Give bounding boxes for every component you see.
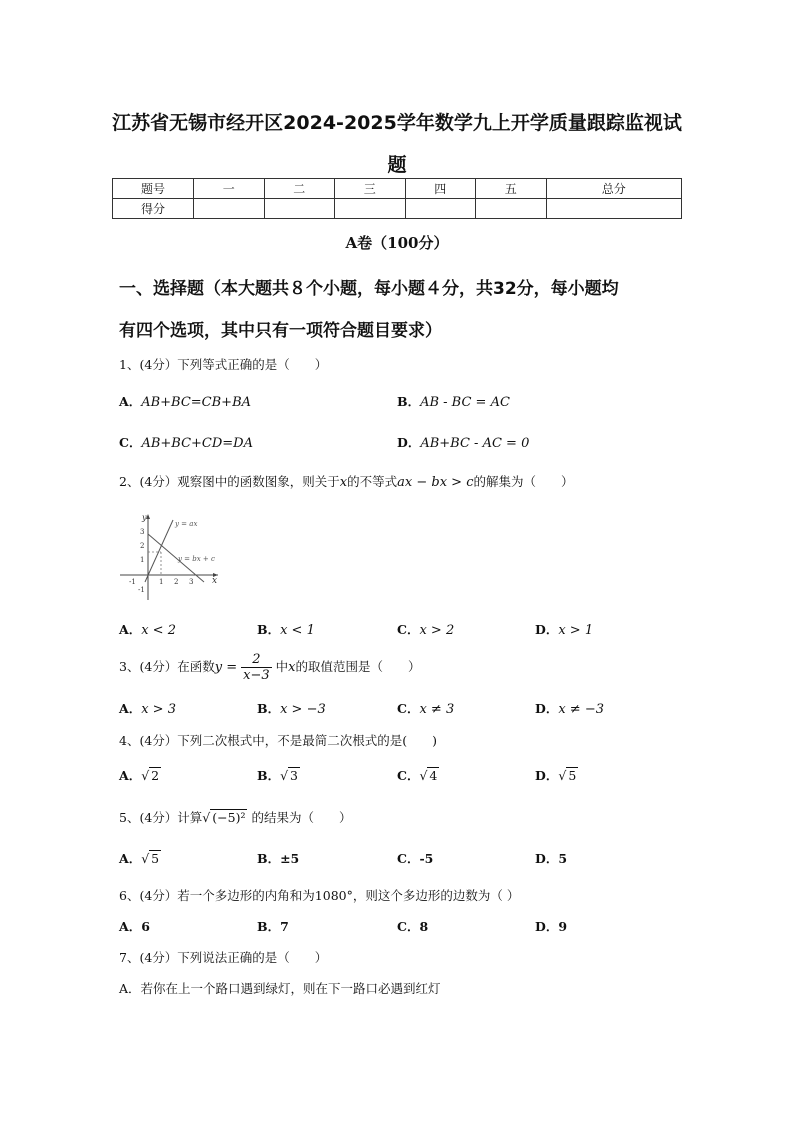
- q1-option-b-label: B．: [397, 394, 421, 409]
- exam-title-line2: 题: [387, 154, 407, 176]
- q2-option-c-expr: x > 2: [419, 623, 455, 638]
- q3-denominator: x−3: [243, 668, 270, 683]
- q6-option-a-expr: 6: [141, 919, 150, 934]
- q5-option-a[interactable]: [119, 849, 161, 867]
- q6-option-b-expr: 7: [280, 919, 289, 934]
- q4-option-a[interactable]: [119, 766, 161, 784]
- q2-option-d-expr: x > 1: [558, 623, 594, 638]
- q1-option-b-expr: AB - BC = AC: [420, 395, 510, 410]
- label-y-ax: y = ax: [175, 520, 198, 528]
- q2-option-c-label: C．: [397, 622, 420, 637]
- y-axis-arrow: [146, 514, 150, 519]
- q6-option-b-label: B．: [257, 919, 281, 934]
- q3-option-b-label: B．: [257, 701, 281, 716]
- q1-option-c[interactable]: [119, 433, 253, 451]
- q2-function-graph: [118, 512, 222, 602]
- y-tick-label: -1: [138, 586, 145, 594]
- q3-option-a-label: A．: [119, 701, 142, 716]
- x-axis-label: x: [212, 576, 218, 586]
- q4-option-c-label: C．: [397, 768, 420, 783]
- q4-option-b[interactable]: [257, 766, 300, 784]
- score-header-cell: 四: [405, 179, 476, 199]
- y-tick-label: 3: [140, 528, 145, 536]
- q2-option-a-expr: x < 2: [141, 623, 176, 638]
- volume-heading: A卷（100分）: [345, 234, 449, 252]
- q1-option-a-expr: AB+BC=CB+BA: [141, 395, 252, 410]
- sqrt-symbol: √ 5: [558, 768, 577, 783]
- score-cell[interactable]: [194, 199, 265, 219]
- score-header-cell: 五: [476, 179, 547, 199]
- q3-option-b-expr: x > −3: [280, 702, 326, 717]
- q5-option-d-label: D．: [535, 851, 559, 866]
- section1-heading-line1: 一、选择题（本大题共８个小题，每小题４分，共32分，每小题均: [119, 279, 619, 299]
- sqrt-symbol: √ 5: [141, 851, 160, 866]
- q6-option-a[interactable]: [119, 917, 150, 935]
- q6-option-d-expr: 9: [558, 919, 568, 934]
- q2-option-c[interactable]: [397, 620, 454, 638]
- y-axis-label: y: [142, 513, 147, 522]
- score-header-cell: 三: [335, 179, 406, 199]
- q6-option-c-label: C．: [397, 919, 420, 934]
- q4-option-c-radicand: 4: [429, 768, 438, 783]
- label-y-bxc: y = bx + c: [178, 555, 215, 563]
- score-header-cell: 题号: [113, 179, 194, 199]
- q2-option-a[interactable]: [119, 620, 176, 638]
- q1-option-b[interactable]: [397, 392, 510, 410]
- score-cell[interactable]: [264, 199, 335, 219]
- x-tick-label: 3: [189, 578, 194, 586]
- q2-stem-c: 的解集为（ ）: [473, 474, 574, 489]
- q5-radicand: (−5)²: [212, 810, 246, 825]
- q5-option-d-expr: 5: [558, 851, 568, 866]
- q3-option-b[interactable]: [257, 699, 326, 717]
- q4-option-a-radicand: 2: [151, 768, 160, 783]
- q3-option-c-expr: x ≠ 3: [419, 702, 455, 717]
- y-tick-label: 2: [140, 542, 145, 550]
- score-cell[interactable]: [405, 199, 476, 219]
- score-header-cell: 二: [264, 179, 335, 199]
- q2-option-b[interactable]: [257, 620, 315, 638]
- q5-stem-b: 的结果为（ ）: [251, 810, 352, 825]
- q3-option-c-label: C．: [397, 701, 420, 716]
- q2-stem-b: 的不等式: [347, 474, 398, 489]
- q1-option-d[interactable]: [397, 433, 529, 451]
- q2-option-a-label: A．: [119, 622, 142, 637]
- score-row-label: 得分: [113, 199, 194, 219]
- score-cell[interactable]: [546, 199, 682, 219]
- q3-stem-c: 的取值范围是（ ）: [295, 659, 421, 674]
- q2-stem-a: 2、(4分）观察图中的函数图象，则关于: [119, 474, 340, 489]
- q6-stem: 6、(4分）若一个多边形的内角和为1080°，则这个多边形的边数为（ ）: [119, 888, 520, 903]
- q4-option-d-radicand: 5: [568, 768, 577, 783]
- score-table-score-row: [113, 199, 682, 219]
- q1-option-c-label: C．: [119, 435, 142, 450]
- x-tick-label: 2: [174, 578, 179, 586]
- line-ax: [145, 520, 173, 582]
- q5-option-b-label: B．: [257, 851, 281, 866]
- q1-option-a-label: A．: [119, 394, 142, 409]
- score-cell[interactable]: [476, 199, 547, 219]
- y-tick-label: 1: [140, 556, 145, 564]
- sqrt-symbol: √ 2: [141, 768, 160, 783]
- q5-option-b[interactable]: [257, 849, 299, 867]
- x-tick-label: 1: [159, 578, 164, 586]
- q2-option-d-label: D．: [535, 622, 559, 637]
- q1-option-c-expr: AB+BC+CD=DA: [141, 436, 253, 451]
- q3-var: x: [288, 660, 296, 675]
- score-table-header-row: [113, 179, 682, 199]
- q1-stem: 1、(4分）下列等式正确的是（ ）: [119, 357, 328, 372]
- q3-option-a-expr: x > 3: [141, 702, 176, 717]
- q6-option-c-expr: 8: [419, 919, 429, 934]
- q7-stem: 7、(4分）下列说法正确的是（ ）: [119, 950, 328, 965]
- q2-option-b-expr: x < 1: [280, 623, 315, 638]
- q3-numerator: 2: [241, 652, 272, 668]
- q4-option-d[interactable]: [535, 766, 578, 784]
- q5-option-a-radicand: 5: [151, 851, 160, 866]
- score-header-cell: 总分: [546, 179, 682, 199]
- q1-option-d-label: D．: [397, 435, 421, 450]
- q1-option-a[interactable]: [119, 392, 251, 410]
- q5-stem: [119, 808, 351, 826]
- q5-option-c-expr: -5: [419, 851, 434, 866]
- q6-option-c[interactable]: [397, 917, 428, 935]
- q2-option-d[interactable]: [535, 620, 593, 638]
- sqrt-symbol: √ 3: [280, 768, 298, 783]
- q4-stem: 4、(4分）下列二次根式中，不是最简二次根式的是( ): [119, 733, 438, 748]
- q2-inequality: ax − bx > c: [397, 475, 474, 490]
- score-table: [112, 178, 682, 219]
- q5-option-b-expr: ±5: [280, 851, 300, 866]
- q3-stem: [119, 652, 421, 683]
- score-header-cell: 一: [194, 179, 265, 199]
- q3-option-d[interactable]: [535, 699, 604, 717]
- q3-option-c[interactable]: [397, 699, 454, 717]
- section1-heading-line2: 有四个选项，其中只有一项符合题目要求）: [119, 321, 442, 341]
- q2-stem: [119, 472, 574, 490]
- q5-option-c[interactable]: [397, 849, 433, 867]
- q4-option-b-radicand: 3: [290, 768, 298, 783]
- q5-option-d[interactable]: [535, 849, 567, 867]
- q2-var: x: [339, 475, 348, 490]
- q6-option-a-label: A．: [119, 919, 142, 934]
- q3-fraction: [241, 652, 272, 683]
- q3-stem-b: 中: [275, 659, 289, 674]
- q4-option-d-label: D．: [535, 768, 559, 783]
- q3-option-a[interactable]: [119, 699, 176, 717]
- sqrt-symbol: √ 4: [419, 768, 438, 783]
- q4-option-c[interactable]: [397, 766, 439, 784]
- q7-option-a[interactable]: A．若你在上一个路口遇到绿灯，则在下一路口必遇到红灯: [119, 981, 441, 996]
- sqrt-symbol: √ (−5)²: [202, 810, 246, 825]
- q4-option-b-label: B．: [257, 768, 281, 783]
- q4-option-a-label: A．: [119, 768, 142, 783]
- q3-stem-a: 3、(4分）在函数: [119, 659, 215, 674]
- x-tick-label: -1: [129, 578, 136, 586]
- score-cell[interactable]: [335, 199, 406, 219]
- q6-option-d-label: D．: [535, 919, 559, 934]
- q5-stem-a: 5、(4分）计算: [119, 810, 203, 825]
- exam-title-line1: 江苏省无锡市经开区2024-2025学年数学九上开学质量跟踪监视试: [112, 112, 682, 134]
- q1-option-d-expr: AB+BC - AC = 0: [420, 436, 530, 451]
- q6-option-d[interactable]: [535, 917, 567, 935]
- q5-option-a-label: A．: [119, 851, 142, 866]
- q6-option-b[interactable]: [257, 917, 289, 935]
- q3-func-lhs: y =: [214, 660, 238, 675]
- q3-option-d-expr: x ≠ −3: [558, 702, 604, 717]
- q3-option-d-label: D．: [535, 701, 559, 716]
- q2-option-b-label: B．: [257, 622, 281, 637]
- q5-option-c-label: C．: [397, 851, 420, 866]
